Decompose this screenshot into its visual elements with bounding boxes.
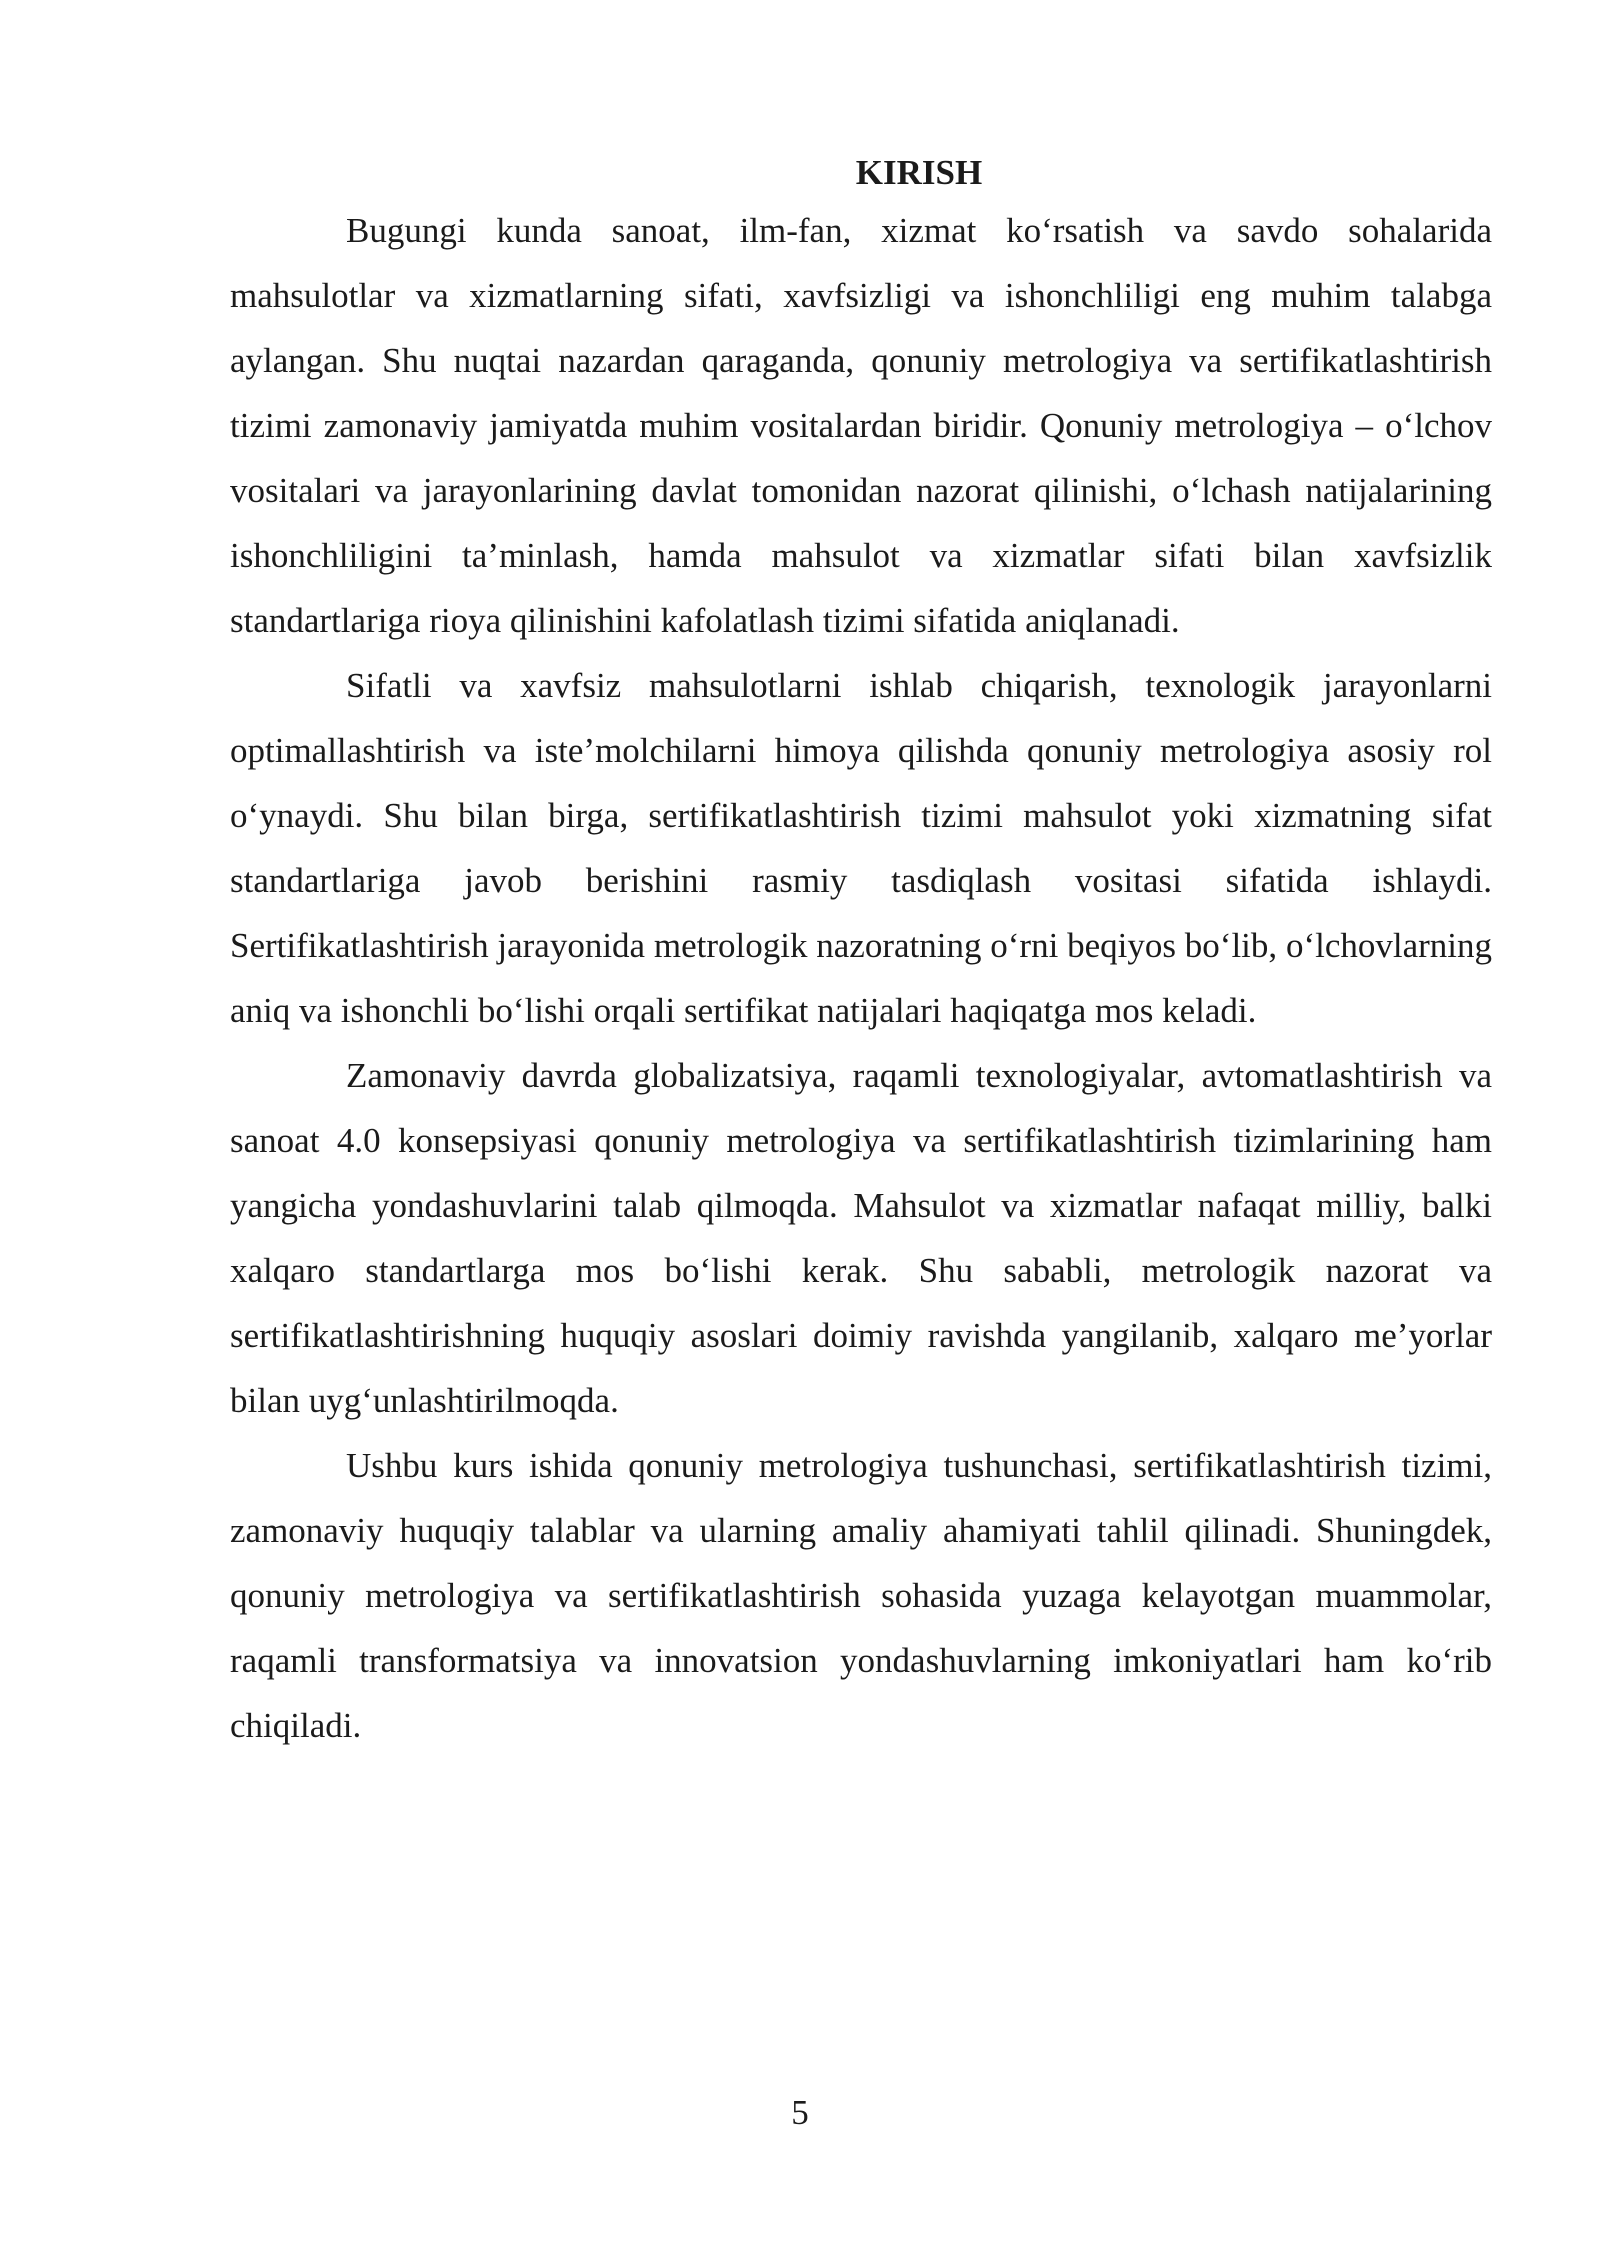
paragraph-1: Bugungi kunda sanoat, ilm-fan, xizmat ko‘rsatish va savdo sohalarida mahsulotlar va xizmatlarning sifati, xavfsizligi va ishonchliligi eng muhim talabga aylangan. Shu nuqtai nazardan qaraganda, qonuniy metrologiya va sertifikatlashtirish tizimi zamonaviy jamiyatda muhim vositalardan biridir. Qonuniy metrologiya – o‘lchov vositalari va jarayonlarining davlat tomonidan nazorat qilinishi, o‘lchash natijalarining ishonchliligini ta’minlash, hamda mahsulot va xizmatlar sifati bilan xavfsizlik standartlariga rioya qilinishini kafolatlash tizimi sifatida aniqlanadi.: [230, 211, 1492, 640]
page-content: [230, 148, 1492, 1758]
page-number: 5: [791, 2093, 809, 2132]
paragraph-3: Zamonaviy davrda globalizatsiya, raqamli texnologiyalar, avtomatlashtirish va sanoat 4.0 konsepsiyasi qonuniy metrologiya va sertifikatlashtirish tizimlarining ham yangicha yondashuvlarini talab qilmoqda. Mahsulot va xizmatlar nafaqat milliy, balki xalqaro standartlarga mos bo‘lishi kerak. Shu sababli, metrologik nazorat va sertifikatlashtirishning huquqiy asoslari doimiy ravishda yangilanib, xalqaro me’yorlar bilan uyg‘unlashtirilmoqda.: [230, 1056, 1492, 1420]
paragraph-2: Sifatli va xavfsiz mahsulotlarni ishlab chiqarish, texnologik jarayonlarni optimallashtirish va iste’molchilarni himoya qilishda qonuniy metrologiya asosiy rol o‘ynaydi. Shu bilan birga, sertifikatlashtirish tizimi mahsulot yoki xizmatning sifat standartlariga javob berishini rasmiy tasdiqlash vositasi sifatida ishlaydi. Sertifikatlashtirish jarayonida metrologik nazoratning o‘rni beqiyos bo‘lib, o‘lchovlarning aniq va ishonchli bo‘lishi orqali sertifikat natijalari haqiqatga mos keladi.: [230, 666, 1492, 1030]
section-title: KIRISH: [855, 153, 983, 192]
paragraph-4: Ushbu kurs ishida qonuniy metrologiya tushunchasi, sertifikatlashtirish tizimi, zamonaviy huquqiy talablar va ularning amaliy ahamiyati tahlil qilinadi. Shuningdek, qonuniy metrologiya va sertifikatlashtirish sohasida yuzaga kelayotgan muammolar, raqamli transformatsiya va innovatsion yondashuvlarning imkoniyatlari ham ko‘rib chiqiladi.: [230, 1446, 1492, 1745]
